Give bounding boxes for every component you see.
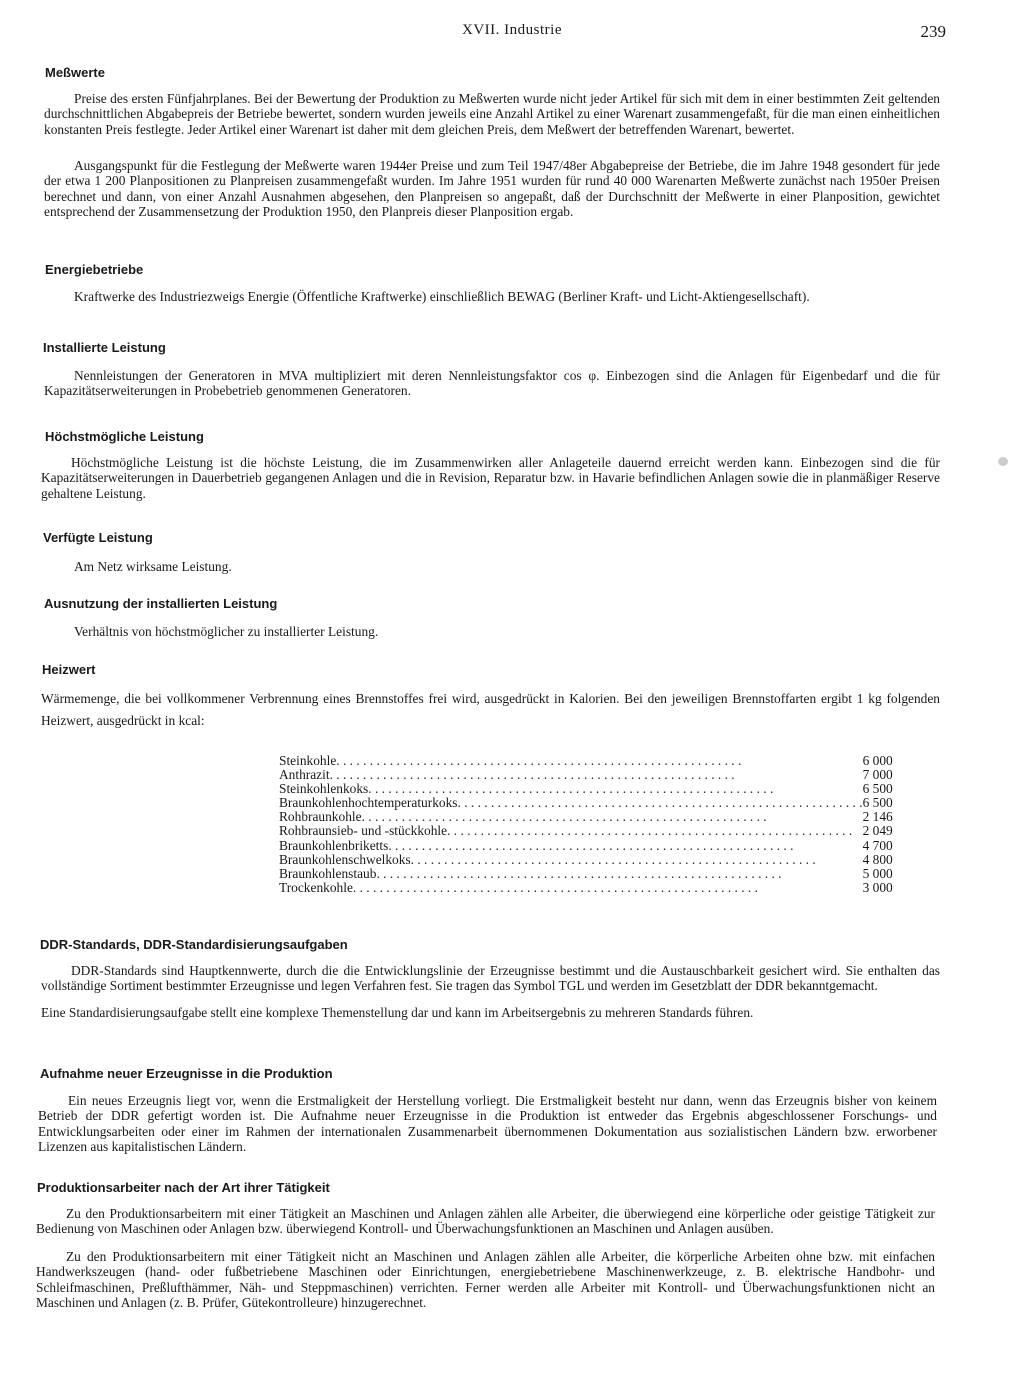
heizwert-value: 4 700	[862, 837, 893, 853]
fuel-name: Rohbraunsieb- und -stückkohle	[279, 824, 448, 839]
heizwert-value: 2 049	[862, 823, 893, 839]
running-header	[0, 22, 1024, 44]
heizwert-value: 6 500	[862, 795, 893, 811]
dot-leader	[411, 853, 863, 867]
paragraph-aufnahme: Ein neues Erzeugnis liegt vor, wenn die Erstmaligkeit der Herstellung vorliegt. Die Erstmaligkeit besteht nur dann, wenn das Erzeugnis bisher von keinem Betrieb der DDR gefertigt worden ist. Die Aufnahme neuer Erzeugnisse in die Produktion ist entweder das Ergebnis abgeschlossener Forschungs- und Entwicklungsarbeiten oder einer im Rahmen der internationalen Zusammenarbeit übernommenen Dokumentation aus sozialistischen Ländern bzw. erworbener Lizenzen aus kapitalistischen Ländern.	[38, 1093, 937, 1155]
heizwert-value: 4 800	[862, 851, 893, 867]
paragraph-ddr-standards-2: Eine Standardisierungsaufgabe stellt eine komplexe Themenstellung dar und kann im Arbeitsergebnis zu mehreren Standards führen.	[41, 1005, 754, 1020]
fuel-name: Trockenkohle	[279, 880, 353, 895]
fuel-name: Anthrazit	[279, 768, 330, 783]
heizwert-row	[279, 839, 901, 853]
heizwert-value: 6 500	[862, 781, 893, 797]
fuel-name: Rohbraunkohle	[279, 810, 362, 825]
heizwert-value: 2 146	[862, 809, 893, 825]
paragraph-produktionsarbeiter-2: Zu den Produktionsarbeitern mit einer Tätigkeit nicht an Maschinen und Anlagen zählen alle Arbeiter, die körperliche Arbeiten ohne bzw. mit einfachen Handwerkszeugen (hand- oder fußbetriebene Maschinen oder Einrichtungen, energiebetriebene Maschinenwerkzeuge, z. B. elektrische Handbohr- und Schleifmaschinen, Preßlufthämmer, Näh- und Steppmaschinen) verrichten. Ferner werden alle Arbeiter mit Kontroll- und Überwachungsfunktionen nicht an Maschinen und Anlagen (z. B. Prüfer, Gütekontrolleure) hinzugerechnet.	[36, 1249, 935, 1311]
heizwert-value: 7 000	[862, 767, 893, 783]
scan-speck	[998, 457, 1008, 466]
paragraph-verfuegte-leistung: Am Netz wirksame Leistung.	[74, 559, 232, 574]
heizwert-row	[279, 796, 901, 810]
heizwert-row	[279, 768, 901, 782]
dot-leader	[368, 782, 862, 796]
heading-verfuegte-leistung: Verfügte Leistung	[43, 530, 153, 545]
dot-leader	[336, 754, 862, 768]
heading-messwerte: Meßwerte	[45, 65, 105, 80]
paragraph-ausnutzung: Verhältnis von höchstmöglicher zu installierter Leistung.	[74, 624, 379, 639]
heading-installierte-leistung: Installierte Leistung	[43, 340, 166, 355]
heizwert-row	[279, 881, 901, 895]
heizwert-row	[279, 867, 901, 881]
dot-leader	[458, 796, 863, 810]
paragraph-installierte-leistung: Nennleistungen der Generatoren in MVA multipliziert mit deren Nennleistungsfaktor cos φ. Einbezogen sind die Anlagen für Eigenbedarf und die für Kapazitätserweiterungen in Probebetrieb genommenen Generatoren.	[44, 368, 940, 399]
heizwert-row	[279, 810, 901, 824]
fuel-name: Braunkohlenhochtemperaturkoks	[279, 796, 458, 811]
running-title: XVII. Industrie	[462, 22, 562, 38]
dot-leader	[388, 839, 862, 853]
heading-ausnutzung: Ausnutzung der installierten Leistung	[44, 596, 278, 611]
paragraph-hoechstmoegliche-leistung: Höchstmögliche Leistung ist die höchste Leistung, die im Zusammenwirken aller Anlageteile dauernd erreicht werden kann. Einbezogen sind die für Kapazitätserweiterungen in Dauerbetrieb gegangenen Anlagen und die in Revision, Reparatur bzw. in Havarie befindlichen Anlagen sowie die in planmäßiger Reserve gehaltene Leistung.	[41, 455, 940, 501]
paragraph-energiebetriebe: Kraftwerke des Industriezweigs Energie (Öffentliche Kraftwerke) einschließlich BEWAG (Berliner Kraft- und Licht-Aktiengesellschaft).	[74, 289, 810, 304]
dot-leader	[362, 810, 863, 824]
heizwert-row	[279, 824, 901, 838]
dot-leader	[376, 867, 862, 881]
heading-produktionsarbeiter: Produktionsarbeiter nach der Art ihrer Tätigkeit	[37, 1180, 330, 1195]
heizwert-value: 5 000	[862, 865, 893, 881]
heizwert-value: 3 000	[862, 879, 893, 895]
heading-heizwert: Heizwert	[42, 662, 96, 677]
dot-leader	[330, 768, 863, 782]
paragraph-ddr-standards-1: DDR-Standards sind Hauptkennwerte, durch die die Entwicklungslinie der Erzeugnisse bestimmt und die Austauschbarkeit gesichert wird. Sie enthalten das vollständige Sortiment bestimmter Erzeugnisse und legen Verfahren fest. Sie tragen das Symbol TGL und werden im Gesetzblatt der DDR bekanntgemacht.	[41, 963, 940, 994]
heizwert-row	[279, 782, 901, 796]
fuel-name: Steinkohle	[279, 754, 337, 768]
dot-leader	[447, 824, 862, 838]
fuel-name: Braunkohlenbriketts	[279, 838, 389, 853]
heading-ddr-standards: DDR-Standards, DDR-Standardisierungsaufgaben	[40, 937, 348, 952]
paragraph-messwerte-2: Ausgangspunkt für die Festlegung der Meßwerte waren 1944er Preise und zum Teil 1947/48er Abgabepreise der Betriebe, die im Jahre 1948 gesondert für jede der etwa 1 200 Planpositionen zu Planpreisen zusammengefaßt wurden. Im Jahre 1951 wurden für rund 40 000 Warenarten Meßwerte zunächst nach 1950er Preisen berechnet und dann, von einer Anzahl Ausnahmen abgesehen, den Planpreisen so angepaßt, daß der Durchschnitt der Meßwerte in einer Planposition, gewichtet entsprechend der Zusammensetzung der Produktion 1950, den Planpreis dieser Planposition ergab.	[44, 158, 940, 220]
paragraph-messwerte-1: Preise des ersten Fünfjahrplanes. Bei der Bewertung der Produktion zu Meßwerten wurde nicht jeder Artikel für sich mit dem in einer bestimmten Zeit geltenden durchschnittlichen Abgabepreis der Betriebe bewertet, sondern wurden jeweils eine Anzahl Artikel zu einer Warenart zusammengefaßt, für die man einen einheitlichen konstanten Preis festlegte. Jeder Artikel einer Warenart ist daher mit dem gleichen Preis, dem Meßwert der betreffenden Warenart, bewertet.	[44, 91, 940, 137]
heizwert-table	[279, 754, 901, 895]
fuel-name: Braunkohlenschwelkoks	[279, 852, 411, 867]
paragraph-heizwert: Wärmemenge, die bei vollkommener Verbrennung eines Brennstoffes frei wird, ausgedrückt in Kalorien. Bei den jeweiligen Brennstoffarten ergibt 1 kg folgenden Heizwert, ausgedrückt in kcal:	[41, 691, 940, 728]
heading-hoechstmoegliche-leistung: Höchstmögliche Leistung	[45, 429, 204, 444]
paragraph-produktionsarbeiter-1: Zu den Produktionsarbeitern mit einer Tätigkeit an Maschinen und Anlagen zählen alle Arbeiter, die überwiegend eine körperliche oder geistige Tätigkeit zur Bedienung von Maschinen oder Anlagen bzw. überwiegend Kontroll- und Überwachungsfunktionen an Maschinen und Anlagen ausüben.	[36, 1206, 935, 1237]
heizwert-value: 6 000	[862, 753, 893, 768]
heizwert-row	[279, 853, 901, 867]
dot-leader	[353, 881, 863, 895]
heizwert-row	[279, 754, 901, 768]
fuel-name: Steinkohlenkoks	[279, 782, 369, 797]
heading-energiebetriebe: Energiebetriebe	[45, 262, 144, 277]
page-number: 239	[920, 22, 946, 41]
heading-aufnahme: Aufnahme neuer Erzeugnisse in die Produktion	[40, 1066, 333, 1081]
fuel-name: Braunkohlenstaub	[279, 866, 377, 881]
